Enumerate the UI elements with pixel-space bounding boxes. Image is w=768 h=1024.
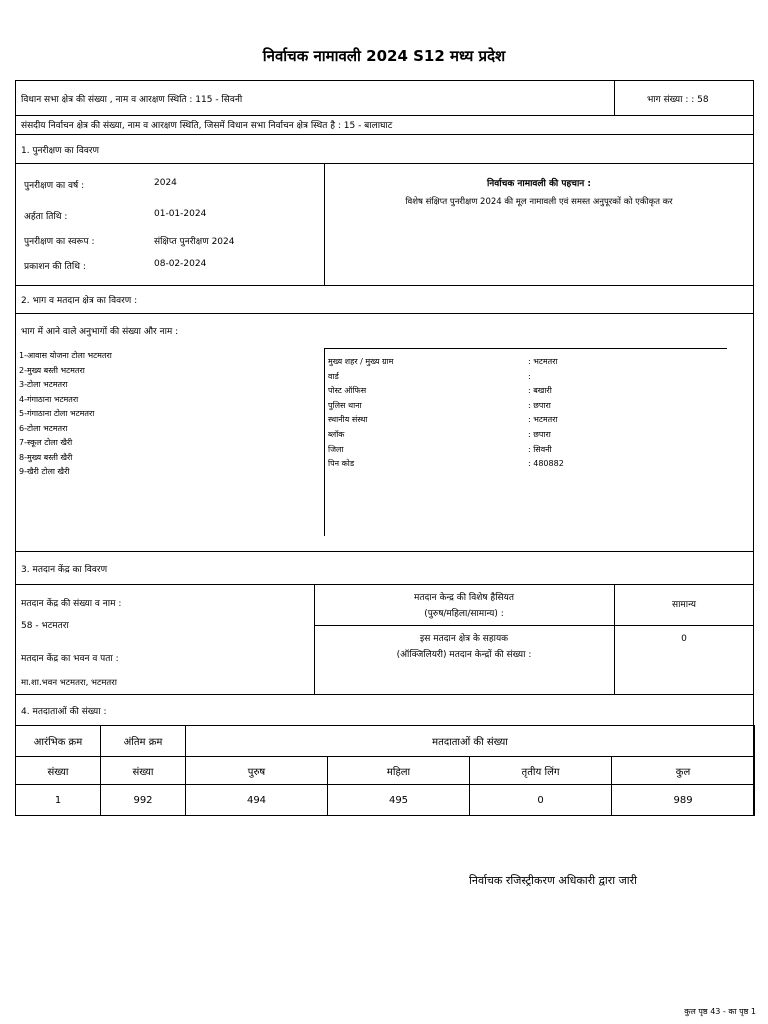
publication-date-value: 08-02-2024	[154, 259, 207, 269]
female-count-value: 495	[328, 785, 470, 816]
station-number-label: मतदान केंद्र की संख्या व नाम :	[21, 599, 122, 609]
aux-stations-label: इस मतदान क्षेत्र के सहायक (ऑक्जिलियरी) मतदान केन्द्रों की संख्या :	[396, 634, 532, 660]
detail-value: : 480882	[528, 459, 564, 469]
parliamentary-constituency: संसदीय निर्वाचन क्षेत्र की संख्या, नाम व आरक्षण स्थिति, जिसमें विधान सभा निर्वाचन क्षेत्र स्थित है : 15 - बालाघाट	[21, 121, 393, 131]
section4-heading: 4. मतदाताओं की संख्या :	[21, 707, 107, 717]
revision-year-label: पुनरीक्षण का वर्ष :	[24, 181, 85, 191]
list-item: 5-गंगाठाना टोला भटमतरा	[19, 409, 95, 418]
page-title: निर्वाचक नामावली 2024 S12 मध्य प्रदेश	[262, 47, 506, 65]
total-count-value: 989	[612, 785, 755, 816]
table-row	[16, 785, 755, 816]
detail-value: : छपारा	[528, 429, 551, 439]
station-building-value: मा.शा.भवन भटमतरा, भटमतरा	[21, 678, 117, 688]
col-start-header-2: संख्या	[16, 757, 101, 785]
page-number-info: कुल पृष्ठ 43 - का पृष्ठ 1	[684, 1007, 756, 1016]
section3-heading: 3. मतदान केंद्र का विवरण	[21, 565, 108, 575]
third-gender-count-value: 0	[470, 785, 612, 816]
part-number: भाग संख्या : : 58	[647, 95, 709, 105]
station-type-value: सामान्य	[671, 600, 696, 610]
list-item: 1-आवास योजना टोला भटमतरा	[19, 351, 112, 360]
detail-value: : बखारी	[528, 386, 552, 396]
station-type-label: मतदान केन्द्र की विशेष हैसियत (पुरुष/महिला/सामान्य) :	[414, 593, 514, 619]
end-serial-value: 992	[101, 785, 186, 816]
detail-value: :	[528, 371, 531, 381]
qualifying-date-label: अर्हता तिथि :	[24, 212, 68, 222]
detail-label: पोस्ट ऑफिस	[328, 386, 367, 396]
list-item: 3-टोला भटमतरा	[19, 380, 68, 389]
male-count-value: 494	[186, 785, 328, 816]
detail-label: जिला	[328, 444, 344, 454]
col-end-header-1: अंतिम क्रम	[101, 726, 186, 757]
area-details-labels	[328, 355, 393, 472]
sections-subheading: भाग में आने वाले अनुभागों की संख्या और नाम :	[21, 327, 179, 337]
col-start-header-1: आरंभिक क्रम	[16, 726, 101, 757]
revision-type-label: पुनरीक्षण का स्वरूप :	[24, 237, 95, 247]
detail-label: पिन कोड	[328, 459, 355, 469]
sections-list	[19, 349, 112, 480]
detail-label: स्थानीय संस्था	[328, 415, 368, 425]
detail-value: : सिवनी	[528, 444, 552, 454]
start-serial-value: 1	[16, 785, 101, 816]
publication-date-label: प्रकाशन की तिथि :	[24, 262, 86, 272]
revision-year-value: 2024	[154, 178, 177, 188]
roll-identity-heading: निर्वाचक नामावली की पहचान :	[486, 179, 592, 189]
section2-heading: 2. भाग व मतदान क्षेत्र का विवरण :	[21, 296, 138, 306]
assembly-constituency: विधान सभा क्षेत्र की संख्या , नाम व आरक्षण स्थिति : 115 - सिवनी	[21, 95, 243, 105]
detail-label: वार्ड	[328, 371, 339, 381]
detail-value: : भटमतरा	[528, 415, 558, 425]
list-item: 2-मुख्य बस्ती भटमतरा	[19, 365, 85, 375]
voters-heading: मतदाताओं की संख्या	[186, 726, 755, 757]
detail-label: मुख्य शहर / मुख्य ग्राम	[328, 357, 394, 366]
col-total-header: कुल	[612, 757, 755, 785]
station-building-label: मतदान केंद्र का भवन व पता :	[21, 654, 119, 664]
list-item: 7-स्कूल टोला खैरी	[19, 438, 73, 447]
station-number-value: 58 - भटमतरा	[21, 621, 69, 631]
col-female-header: महिला	[328, 757, 470, 785]
list-item: 4-गंगाठाना भटमतरा	[19, 394, 79, 404]
detail-label: ब्लॉक	[328, 429, 345, 439]
detail-value: : छपारा	[528, 400, 551, 410]
list-item: 9-खैरी टोला खैरी	[19, 467, 70, 476]
issued-by-text: निर्वाचक रजिस्ट्रीकरण अधिकारी द्वारा जारी	[469, 874, 637, 887]
col-end-header-2: संख्या	[101, 757, 186, 785]
roll-identity-text: विशेष संक्षिप्त पुनरीक्षण 2024 की मूल नामावली एवं समस्त अनुपूरकों को एकीकृत कर	[405, 197, 673, 207]
list-item: 6-टोला भटमतरा	[19, 423, 68, 433]
col-third-gender-header: तृतीय लिंग	[470, 757, 612, 785]
aux-stations-value: 0	[681, 634, 687, 644]
voter-count-table	[15, 725, 755, 816]
revision-type-value: संक्षिप्त पुनरीक्षण 2024	[154, 237, 235, 247]
detail-label: पुलिस थाना	[328, 400, 362, 410]
area-details-values	[528, 355, 564, 472]
section1-heading: 1. पुनरीक्षण का विवरण	[21, 146, 100, 156]
list-item: 8-मुख्य बस्ती खैरी	[19, 452, 73, 462]
detail-value: : भटमतरा	[528, 357, 558, 366]
col-male-header: पुरुष	[186, 757, 328, 785]
qualifying-date-value: 01-01-2024	[154, 209, 207, 219]
